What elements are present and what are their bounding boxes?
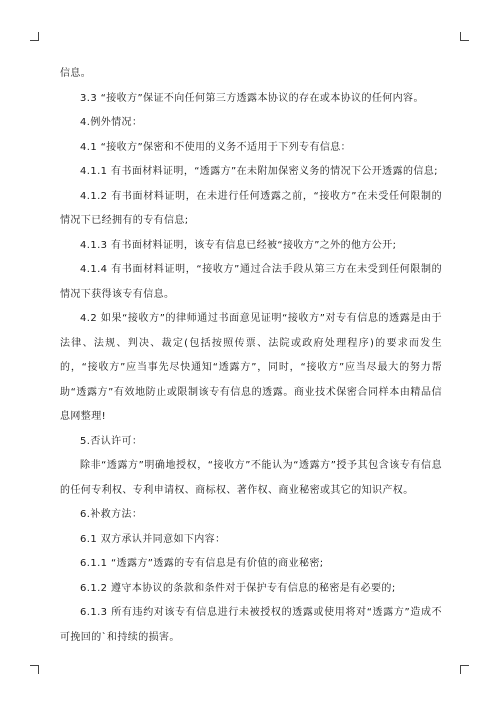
clause-4-2: 4.2 如果“接收方”的律师通过书面意见证明“接收方”对专有信息的透露是由于法律、法规、判决、裁定(包括按照传票、法院或政府处理程序)的要求而发生的，“接收方”应当事先尽快通知“透露方”，同时，“接收方”应当尽最大的努力帮助“透露方”有效地防止或限制该专有信息的透露。商业技术保密合同样本由精品信息网整理! (60, 313, 442, 422)
clause-4-1-1: 4.1.1 有书面材料证明，“透露方”在未附加保密义务的情况下公开透露的信息; (80, 166, 438, 177)
clause-6-1-3: 6.1.3 所有违约对该专有信息进行未被授权的透露或使用将对“透露方”造成不可挽回的`和持续的损害。 (60, 607, 442, 643)
clause-6-1-1: 6.1.1 “透露方”透露的专有信息是有价值的商业秘密; (80, 558, 324, 569)
clause-6-1: 6.1 双方承认并同意如下内容： (80, 533, 226, 545)
paragraph-continuation: 信息。 (60, 68, 92, 79)
section-heading-6: 6.补救方法： (80, 509, 143, 520)
clause-4-1-2: 4.1.2 有书面材料证明，在未进行任何透露之前，“接收方”在未受任何限制的情况下已经拥有的专有信息; (60, 190, 442, 226)
clause-4-1: 4.1 “接收方”保密和不使用的义务不适用于下列专有信息： (80, 141, 352, 153)
crop-mark-top-right (460, 32, 469, 41)
document-body (60, 62, 442, 650)
clause-4-1-4: 4.1.4 有书面材料证明，“接收方”通过合法手段从第三方在未受到任何限制的情况下获得该专有信息。 (60, 264, 442, 300)
crop-mark-bottom-left (30, 665, 39, 674)
crop-mark-bottom-right (460, 665, 469, 674)
clause-4-1-3: 4.1.3 有书面材料证明，该专有信息已经被“接收方”之外的他方公开; (80, 239, 397, 251)
clause-6-1-2: 6.1.2 遵守本协议的条款和条件对于保护专有信息的秘密是有必要的; (80, 582, 396, 594)
section-heading-5: 5.否认许可： (80, 435, 143, 447)
crop-mark-top-left (30, 32, 39, 41)
section-heading-4: 4.例外情况： (80, 117, 143, 128)
clause-3-3: 3.3 “接收方”保证不向任何第三方透露本协议的存在或本协议的任何内容。 (80, 92, 424, 104)
clause-5-body: 除非“透露方”明确地授权，“接收方”不能认为“透露方”授予其包含该专有信息的任何专利权、专利申请权、商标权、著作权、商业秘密或其它的知识产权。 (60, 460, 442, 496)
